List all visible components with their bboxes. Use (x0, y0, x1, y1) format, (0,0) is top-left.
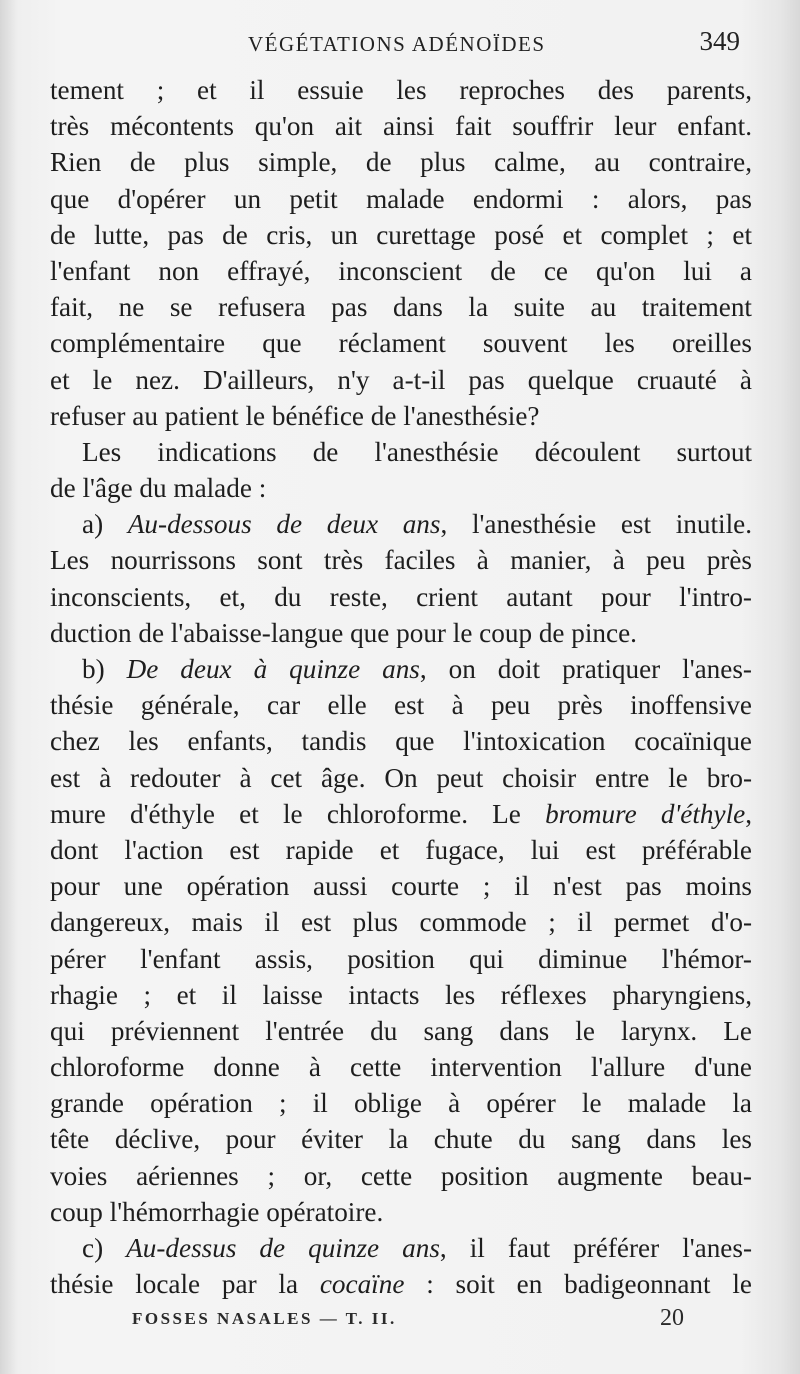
text-line: Les indications de l'anesthésie découlent surtout (82, 436, 752, 467)
text-line (50, 1230, 752, 1266)
text-segment: : soit en badigeonnant le (404, 1269, 752, 1300)
text-line: chez les enfants, tandis que l'intoxication cocaïnique (50, 726, 752, 757)
text-segment: , l'anesthésie est inutile. (440, 509, 752, 540)
italic-term: bromure d'éthyle (545, 798, 746, 829)
text-segment: a) (82, 509, 128, 540)
text-segment: , (745, 798, 752, 829)
text-segment: thésie locale par la (50, 1269, 320, 1300)
text-line: de lutte, pas de cris, un curettage posé et complet ; et (50, 219, 752, 250)
text-line: coup l'hémorrhagie opératoire. (50, 1196, 384, 1227)
text-line: fait, ne se refusera pas dans la suite au traitement (50, 292, 752, 323)
signature-mark: FOSSES NASALES — T. II. (132, 1309, 397, 1328)
text-line: très mécontents qu'on ait ainsi fait souffrir leur enfant. (50, 111, 752, 142)
text-line: voies aériennes ; or, cette position augmente beau- (50, 1160, 752, 1191)
page-footer (48, 1303, 752, 1343)
text-line: pérer l'enfant assis, position qui diminue l'hémor- (50, 943, 752, 974)
text-line: rhagie ; et il laisse intacts les réflexes pharyngiens, (50, 979, 752, 1010)
text-line: tête déclive, pour éviter la chute du sang dans les (50, 1124, 752, 1155)
text-line: dont l'action est rapide et fugace, lui est préférable (50, 834, 752, 865)
signature-number: 20 (660, 1305, 684, 1331)
text-line: pour une opération aussi courte ; il n'est pas moins (50, 871, 752, 902)
text-line: chloroforme donne à cette intervention l'allure d'une (50, 1052, 752, 1083)
text-line (50, 796, 752, 832)
text-line: que d'opérer un petit malade endormi : alors, pas (50, 183, 752, 214)
text-line: de l'âge du malade : (50, 473, 267, 504)
text-line: refuser au patient le bénéfice de l'anesthésie? (50, 400, 540, 431)
text-line (50, 651, 752, 687)
text-line: grande opération ; il oblige à opérer le malade la (50, 1088, 752, 1119)
italic-term: cocaïne (319, 1269, 405, 1300)
text-line: et le nez. D'ailleurs, n'y a-t-il pas quelque cruauté à (50, 364, 752, 395)
text-segment: mure d'éthyle et le chloroforme. Le (50, 798, 546, 829)
running-title: VÉGÉTATIONS ADÉNOÏDES (248, 32, 546, 56)
text-segment: b) (82, 654, 127, 684)
text-line: thésie générale, car elle est à peu près inoffensive (50, 690, 752, 721)
page-header (48, 26, 752, 66)
text-line: duction de l'abaisse-langue que pour le coup de pince. (50, 617, 637, 648)
text-segment: c) (82, 1233, 127, 1263)
italic-term: De deux à quinze ans (126, 654, 420, 684)
text-line (50, 1266, 752, 1302)
text-line: complémentaire que réclament souvent les oreilles (50, 328, 752, 359)
text-segment: , il faut préférer l'anes- (439, 1233, 753, 1263)
text-line: Rien de plus simple, de plus calme, au contraire, (50, 147, 752, 178)
text-line: dangereux, mais il est plus commode ; il permet d'o- (50, 907, 752, 938)
text-line: l'enfant non effrayé, inconscient de ce qu'on lui a (50, 255, 752, 286)
italic-term: Au-dessus de quinze ans (126, 1233, 440, 1263)
italic-term: Au-dessous de deux ans (127, 509, 441, 540)
text-segment: , on doit pratiquer l'anes- (419, 654, 752, 684)
text-line: est à redouter à cet âge. On peut choisir entre le bro- (50, 762, 752, 793)
text-line: tement ; et il essuie les reproches des parents, (50, 75, 752, 105)
text-line: qui préviennent l'entrée du sang dans le larynx. Le (50, 1015, 752, 1046)
page-number: 349 (699, 26, 740, 56)
body-text (50, 72, 752, 1302)
text-line (50, 506, 752, 542)
text-line: Les nourrissons sont très faciles à manier, à peu près (50, 545, 752, 576)
text-line: inconscients, et, du reste, crient autant pour l'intro- (50, 581, 752, 612)
